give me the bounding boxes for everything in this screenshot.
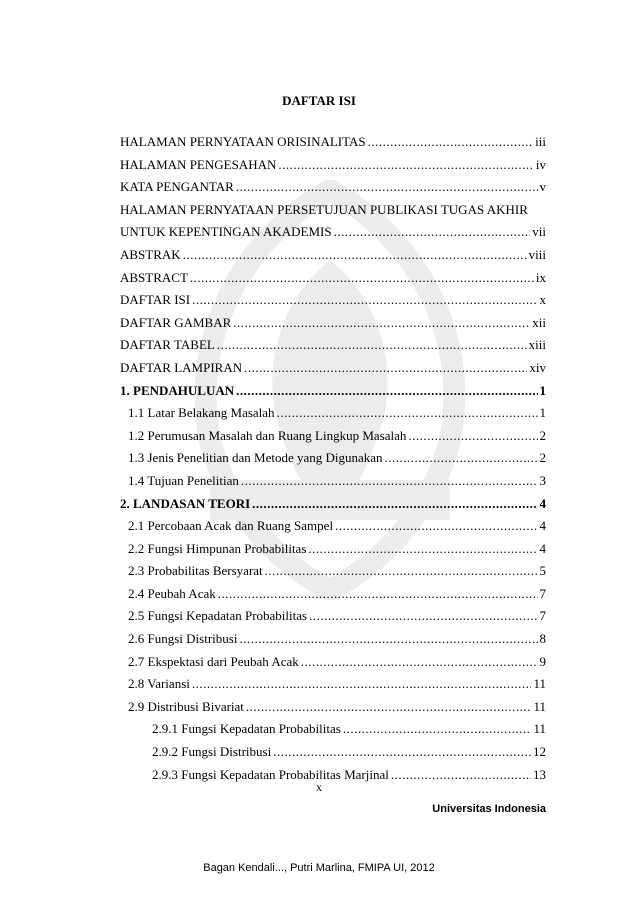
toc-entry <box>120 608 546 631</box>
toc-leader-dots <box>343 721 532 737</box>
toc-entry <box>120 744 546 767</box>
toc-entry-label: 2.9.2 Fungsi Distribusi <box>152 744 272 760</box>
toc-entry <box>120 315 546 338</box>
toc-entry-label: DAFTAR LAMPIRAN <box>120 359 243 375</box>
toc-leader-dots <box>246 699 532 715</box>
toc-leader-dots <box>252 496 537 512</box>
toc-leader-dots <box>217 337 527 353</box>
toc-entry-page: 4 <box>539 495 546 511</box>
toc-entry-label: 1.1 Latar Belakang Masalah <box>128 405 275 421</box>
toc-entry-label: 2.9.3 Fungsi Kepadatan Probabilitas Marjinal <box>152 766 389 782</box>
toc-entry-label: HALAMAN PENGESAHAN <box>120 156 277 172</box>
toc-entry-page: vii <box>532 224 546 240</box>
toc-entry <box>120 247 546 270</box>
toc-leader-dots <box>192 292 537 308</box>
toc-entry-page: xiii <box>528 337 546 353</box>
toc-entry-page: x <box>539 292 546 308</box>
toc-entry-page: 11 <box>533 721 546 737</box>
toc-entry <box>120 631 546 654</box>
toc-entry-label: 1.2 Perumusan Masalah dan Ruang Lingkup Masalah <box>128 427 407 443</box>
toc-entry-page: 1 <box>539 405 546 421</box>
toc-leader-dots <box>265 563 538 579</box>
toc-entry-page: 1 <box>539 382 546 398</box>
toc-entry-label: 2. LANDASAN TEORI <box>120 495 251 511</box>
toc-entry-page: 12 <box>533 744 546 760</box>
toc-leader-dots <box>408 428 537 444</box>
toc-leader-dots <box>309 608 537 624</box>
toc-entry-label: ABSTRAK <box>120 246 181 262</box>
toc-entry-page: 11 <box>533 676 546 692</box>
toc-entry-page: ix <box>535 269 546 285</box>
toc-leader-dots <box>308 541 537 557</box>
toc-leader-dots <box>236 179 538 195</box>
toc-leader-dots <box>278 157 534 173</box>
toc-entry <box>120 473 546 496</box>
toc-entry-label: 1. PENDAHULUAN <box>120 382 235 398</box>
table-of-contents <box>120 134 546 789</box>
toc-entry <box>120 383 546 406</box>
university-label: Universitas Indonesia <box>432 803 546 815</box>
toc-leader-dots <box>301 654 538 670</box>
toc-leader-dots <box>183 247 527 263</box>
toc-entry-page: viii <box>528 246 546 262</box>
toc-entry-label: 2.3 Probabilitas Bersyarat <box>128 563 263 579</box>
toc-entry-label: 2.5 Fungsi Kepadatan Probabilitas <box>128 608 308 624</box>
toc-entry-label: 2.9 Distribusi Bivariat <box>128 698 244 714</box>
toc-entry-page: iii <box>535 134 546 149</box>
toc-entry <box>120 360 546 383</box>
toc-leader-dots <box>334 224 531 240</box>
toc-entry-label: 2.6 Fungsi Distribusi <box>128 631 238 647</box>
toc-entry-label: 2.8 Variansi <box>128 676 190 692</box>
toc-entry-page: 8 <box>539 631 546 647</box>
toc-entry <box>120 654 546 677</box>
toc-entry <box>120 541 546 564</box>
toc-entry-page: 2 <box>539 450 546 466</box>
toc-entry-page: 4 <box>539 518 546 534</box>
toc-entry <box>120 450 546 473</box>
page-title: DAFTAR ISI <box>282 93 356 108</box>
toc-entry-page: 7 <box>539 608 546 624</box>
toc-leader-dots <box>241 473 538 489</box>
toc-entry-page: iv <box>535 156 546 172</box>
toc-entry-label: 2.7 Ekspektasi dari Peubah Acak <box>128 653 299 669</box>
toc-leader-dots <box>385 450 538 466</box>
toc-entry-label: DAFTAR TABEL <box>120 337 215 353</box>
toc-entry <box>120 676 546 699</box>
toc-entry <box>120 224 546 247</box>
toc-leader-dots <box>233 315 530 331</box>
toc-entry-label: DAFTAR ISI <box>120 292 191 308</box>
toc-entry-label: 1.4 Tujuan Penelitian <box>128 472 239 488</box>
toc-entry-label: HALAMAN PERNYATAAN ORISINALITAS <box>120 134 366 149</box>
toc-entry <box>120 428 546 451</box>
toc-entry <box>120 134 546 157</box>
toc-entry <box>120 586 546 609</box>
toc-entry-label: 2.9.1 Fungsi Kepadatan Probabilitas <box>152 721 341 737</box>
toc-entry <box>120 518 546 541</box>
toc-entry-label: 1.3 Jenis Penelitian dan Metode yang Digunakan <box>128 450 383 466</box>
toc-entry-label: 2.4 Peubah Acak <box>128 585 216 601</box>
toc-entry-page: 7 <box>539 585 546 601</box>
toc-entry-label: 2.1 Percobaan Acak dan Ruang Sampel <box>128 518 334 534</box>
toc-leader-dots <box>273 744 531 760</box>
toc-entry <box>120 337 546 360</box>
toc-entry-label: KATA PENGANTAR <box>120 179 234 195</box>
toc-leader-dots <box>335 518 537 534</box>
toc-entry-page: 11 <box>533 698 546 714</box>
toc-entry <box>120 699 546 722</box>
toc-entry-page: 3 <box>539 472 546 488</box>
toc-entry <box>120 292 546 315</box>
toc-entry-label: 2.2 Fungsi Himpunan Probabilitas <box>128 540 307 556</box>
toc-entry-page: v <box>539 179 546 195</box>
toc-entry-page: xii <box>532 314 546 330</box>
toc-entry-label: ABSTRACT <box>120 269 188 285</box>
toc-leader-dots <box>239 631 537 647</box>
toc-entry <box>120 270 546 293</box>
toc-entry <box>120 496 546 519</box>
document-footer: Bagan Kendali..., Putri Marlina, FMIPA UI, 2012 <box>203 862 435 874</box>
toc-entry-page: 4 <box>539 540 546 556</box>
toc-entry <box>120 563 546 586</box>
toc-entry-page: 2 <box>539 427 546 443</box>
toc-leader-dots <box>236 383 537 399</box>
toc-entry-page: 5 <box>539 563 546 579</box>
toc-entry-page: xiv <box>529 359 546 375</box>
toc-leader-dots <box>218 586 538 602</box>
toc-leader-dots <box>192 676 532 692</box>
toc-entry-label: DAFTAR GAMBAR <box>120 314 232 330</box>
toc-leader-dots <box>277 405 538 421</box>
toc-entry <box>120 202 546 225</box>
toc-entry <box>120 157 546 180</box>
toc-entry <box>120 179 546 202</box>
toc-entry-page: 13 <box>533 766 546 782</box>
toc-entry-label: UNTUK KEPENTINGAN AKADEMIS <box>120 224 332 240</box>
page-number: x <box>316 780 322 794</box>
toc-entry <box>120 721 546 744</box>
toc-leader-dots <box>190 270 534 286</box>
toc-entry-page: 9 <box>539 653 546 669</box>
toc-leader-dots <box>368 134 534 150</box>
toc-entry <box>120 405 546 428</box>
toc-leader-dots <box>244 360 527 376</box>
toc-entry-label: HALAMAN PERNYATAAN PERSETUJUAN PUBLIKASI TUGAS AKHIR <box>120 201 528 217</box>
